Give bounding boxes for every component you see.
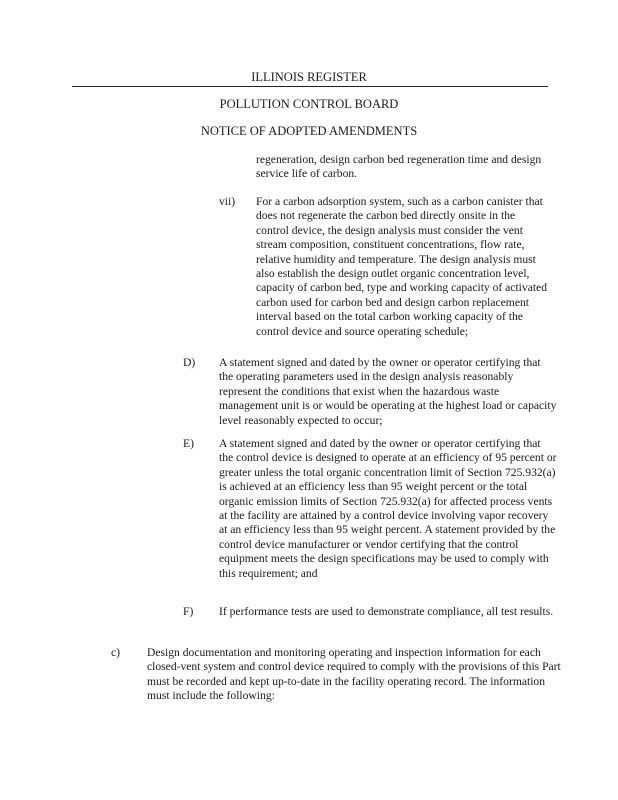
item-d-label: D) bbox=[183, 356, 196, 369]
item-c-text: Design documentation and monitoring operating and inspection information for each closed-vent system and control device required to comply with the provisions of this Part must be recorded and kept up-to-date in the facility operating record. The information must include the following: bbox=[147, 646, 561, 703]
continued-paragraph: regeneration, design carbon bed regeneration time and design service life of carbon. bbox=[256, 153, 542, 181]
item-e-text: A statement signed and dated by the owner or operator certifying that the control device is designed to operate at an efficiency of 95 percent or greater unless the total organic concentration limit of Section 725.932(a) is achieved at an efficiency less than 95 weight percent or the total organic emission limits of Section 725.932(a) for affected process vents at the facility are attained by a control device involving vapor recovery at an efficiency less than 95 weight percent. A statement provided by the control device manufacturer or vendor certifying that the control equipment meets the design specifications may be used to comply with this requirement; and bbox=[219, 437, 557, 580]
item-vii-label: vii) bbox=[219, 195, 236, 208]
board-title: POLLUTION CONTROL BOARD bbox=[219, 97, 399, 111]
item-c-label: c) bbox=[111, 646, 121, 659]
notice-title: NOTICE OF ADOPTED AMENDMENTS bbox=[200, 124, 418, 138]
register-title: ILLINOIS REGISTER bbox=[251, 70, 367, 84]
item-f-text: If performance tests are used to demonstrate compliance, all test results. bbox=[219, 605, 554, 618]
item-vii-text: For a carbon adsorption system, such as a carbon canister that does not regenerate the carbon bed directly onsite in the control device, the design analysis must consider the vent stream composition, constituent concentrations, flow rate, relative humidity and temperature. The design analysis must also establish the design outlet organic concentration level, capacity of carbon bed, type and working capacity of activated carbon used for carbon bed and design carbon replacement interval based on the total carbon working capacity of the control device and source operating schedule; bbox=[256, 195, 548, 338]
item-e-label: E) bbox=[183, 437, 194, 450]
item-d-text: A statement signed and dated by the owner or operator certifying that the operating parameters used in the design analysis reasonably represent the conditions that exist when the hazardous waste management unit is or would be operating at the highest load or capacity level reasonably expected to occur; bbox=[219, 356, 557, 427]
item-f-label: F) bbox=[183, 605, 194, 618]
header-rule bbox=[72, 86, 548, 87]
